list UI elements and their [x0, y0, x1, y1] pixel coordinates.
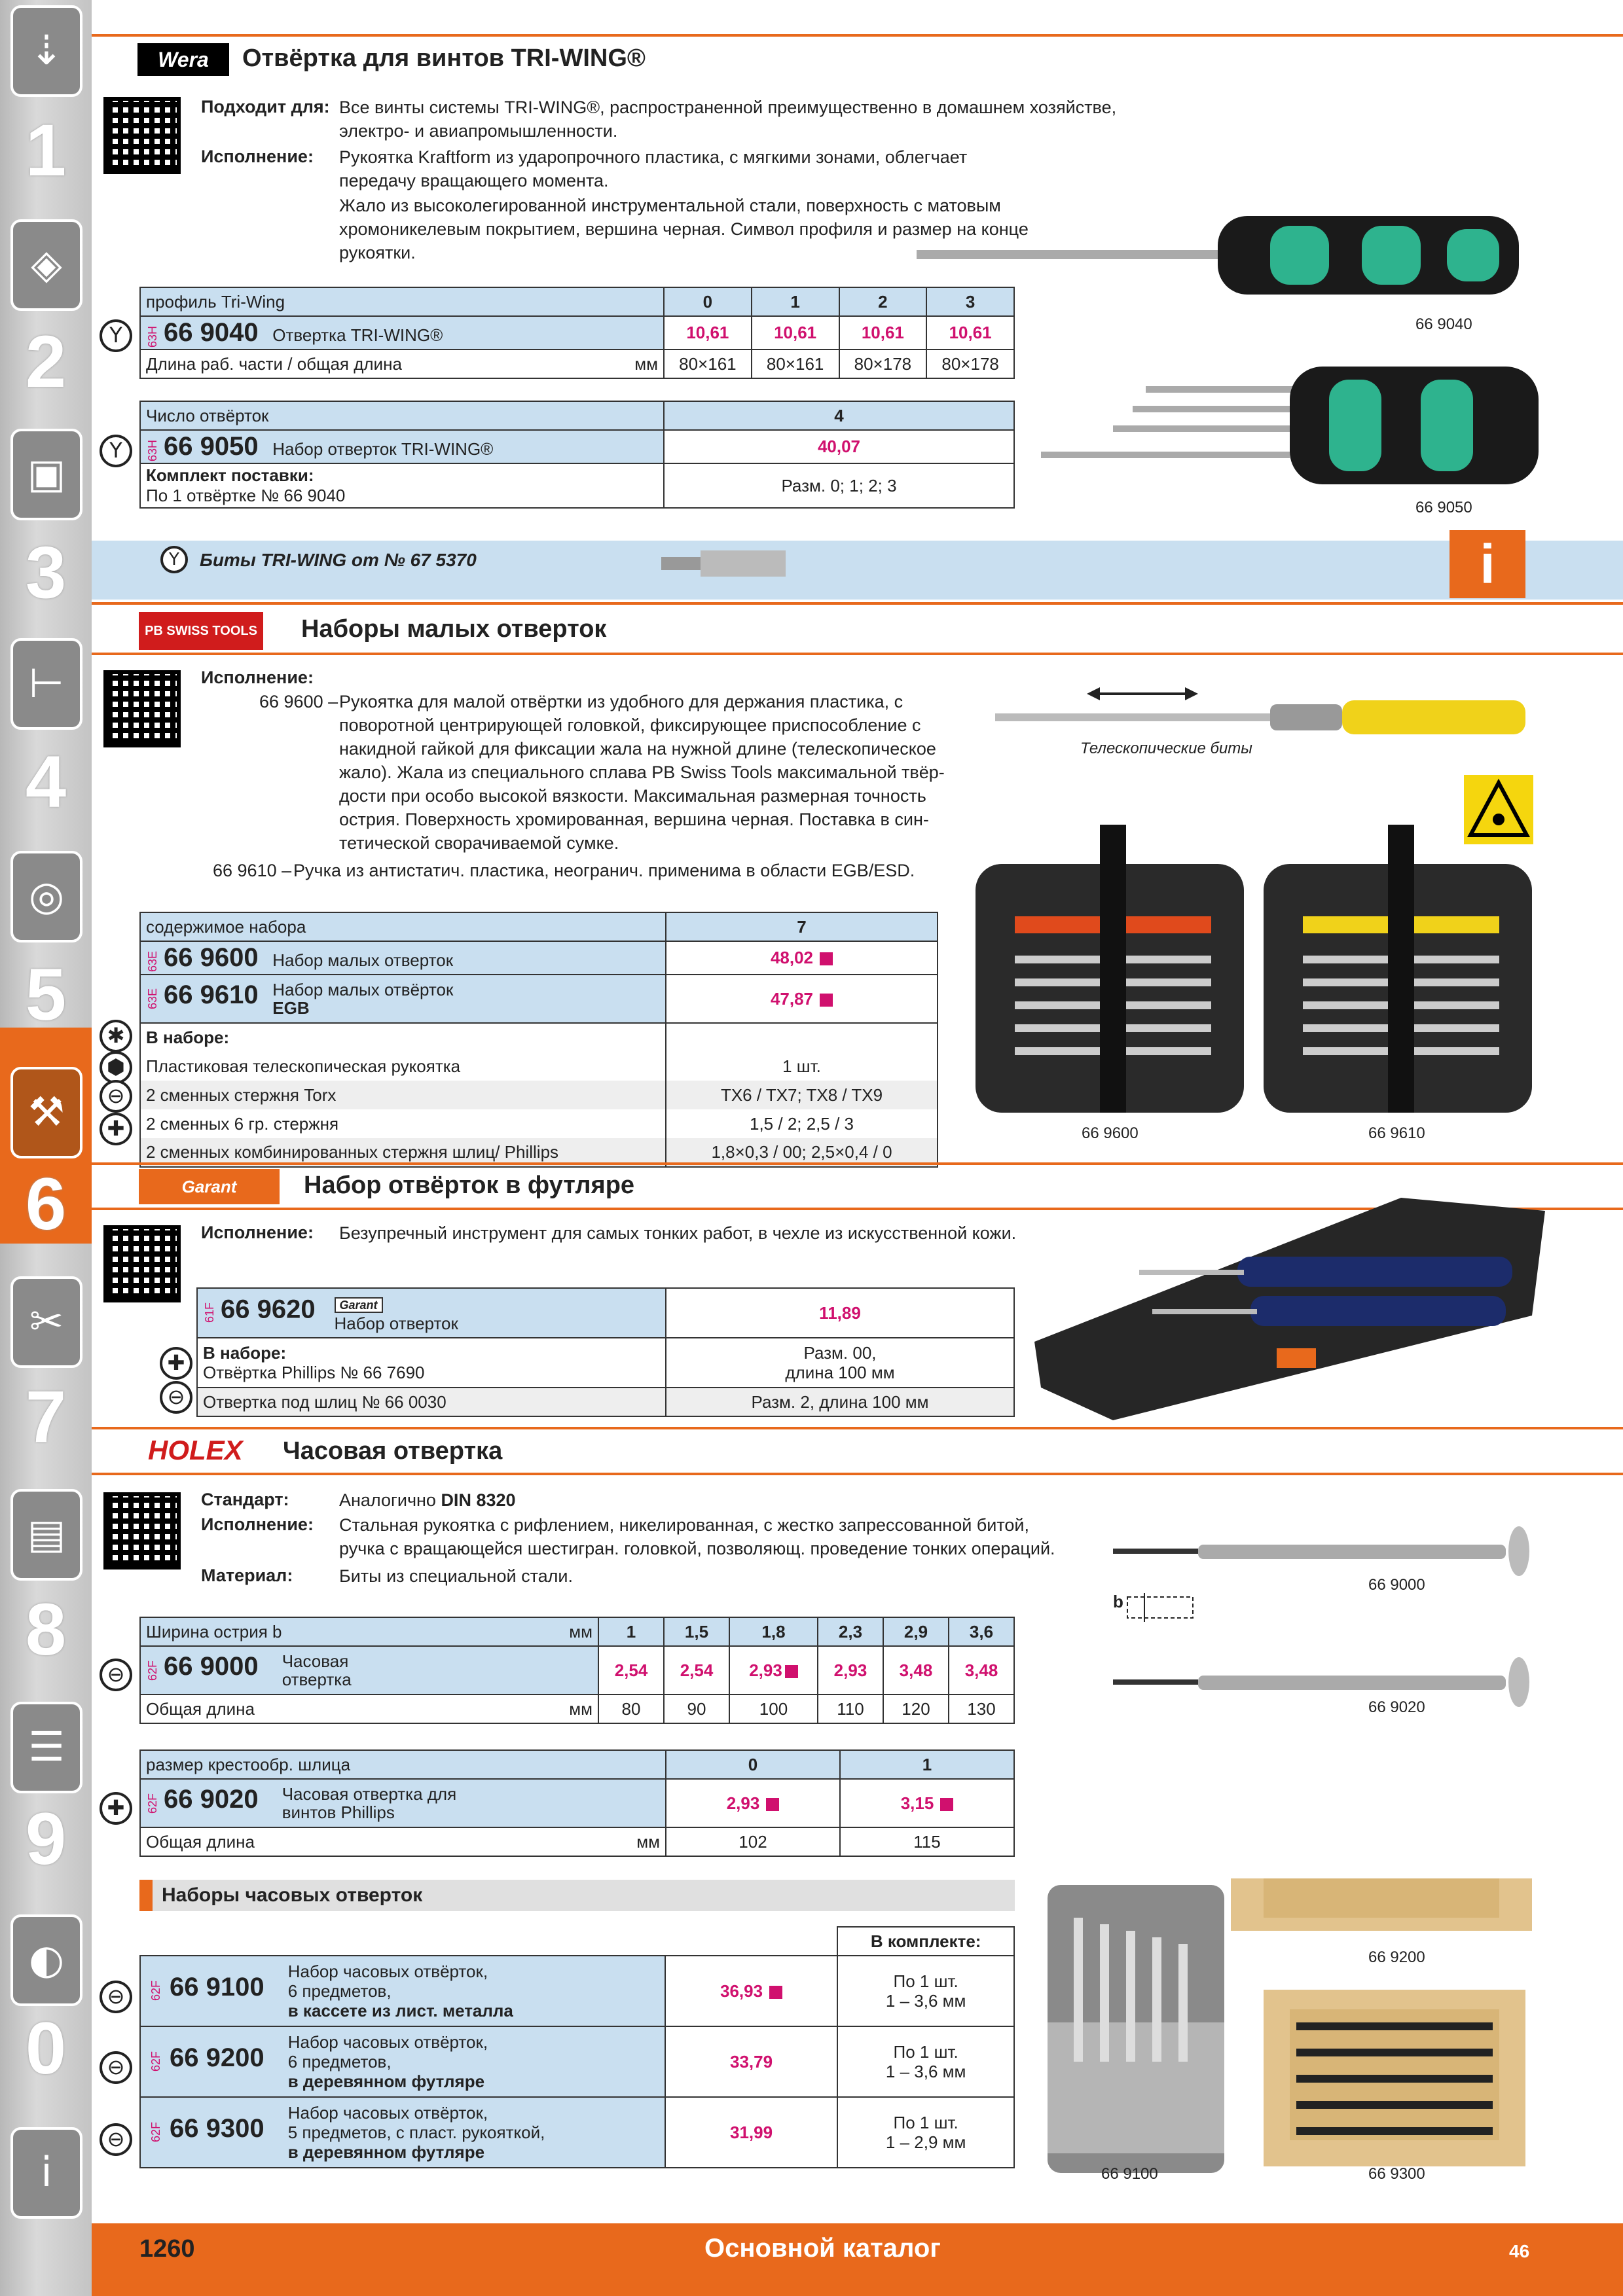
- cabinet-icon[interactable]: ☰: [10, 1702, 82, 1793]
- product-name: в кассете из лист. металла: [287, 2001, 513, 2020]
- phillips-symbol-icon: ✚: [100, 1792, 132, 1825]
- category-code: 62F: [146, 1660, 159, 1681]
- price: 2,54: [664, 1646, 729, 1695]
- length-value: 110: [818, 1695, 883, 1723]
- category-code: 63E: [146, 951, 159, 973]
- item-code: 66 9600 –: [259, 692, 338, 711]
- chapter-sidebar: [0, 0, 92, 2296]
- set-contents: [197, 1338, 666, 1388]
- product-name: Набор отверток TRI-WING®: [272, 439, 494, 459]
- product-code[interactable]: 66 9200: [170, 2043, 264, 2072]
- price-cell: [666, 1779, 840, 1827]
- garant-small-logo: Garant: [335, 1297, 383, 1313]
- kit-text: По 1 отвёртке № 66 9040: [146, 486, 346, 505]
- length-value: 80: [598, 1695, 664, 1723]
- column-header-label: Ширина острия b: [146, 1621, 282, 1641]
- image-caption: 66 9300: [1368, 2165, 1425, 2183]
- product-code[interactable]: 66 9040: [164, 318, 259, 347]
- size-header: 3,6: [949, 1617, 1014, 1646]
- exec-label: Исполнение:: [201, 147, 314, 166]
- price: 3,48: [883, 1646, 949, 1695]
- product-row[interactable]: [140, 1779, 666, 1827]
- kit-count: По 1 шт.: [893, 1971, 958, 1991]
- product-row[interactable]: [140, 1956, 665, 2026]
- caliper-icon[interactable]: ⊢: [10, 638, 82, 730]
- set-item-value: TX6 / TX7; TX8 / TX9: [666, 1081, 938, 1109]
- product-name: Набор отверток: [334, 1313, 458, 1333]
- price: 11,89: [666, 1288, 1014, 1338]
- unit: мм: [634, 353, 658, 374]
- fit-text: электро- и авиапромышленности.: [339, 121, 618, 141]
- length-label: Общая длина: [146, 1698, 255, 1719]
- net-price-marker-icon: [940, 1798, 953, 1811]
- kit-sizes: Разм. 0; 1; 2; 3: [664, 463, 1014, 508]
- page-number: 1260: [139, 2235, 195, 2263]
- price: 33,79: [665, 2026, 838, 2097]
- bits-reference-text[interactable]: Биты TRI-WING от № 67 5370: [200, 550, 477, 570]
- exec-text: Ручка из антистатич. пластика, неогранич. применима в области EGB/ESD.: [293, 861, 915, 880]
- size-header: 3: [926, 287, 1014, 316]
- price-cell: [729, 1646, 818, 1695]
- exec-text: Рукоятка Kraftform из ударопрочного пластика, с мягкими зонами, облегчает: [339, 147, 968, 167]
- product-code[interactable]: 66 9620: [221, 1294, 316, 1323]
- product-name: Набор малых отвёрток: [272, 980, 454, 1000]
- length-row: [140, 350, 664, 378]
- product-name: в деревянном футляре: [287, 2072, 485, 2091]
- section-title: Наборы малых отверток: [301, 615, 607, 643]
- qr-code-icon[interactable]: [103, 1492, 181, 1570]
- set-item-value: Разм. 2, длина 100 мм: [666, 1388, 1014, 1416]
- column-header: Число отвёрток: [140, 401, 664, 430]
- length-label: Длина раб. части / общая длина: [146, 353, 402, 374]
- price-cell: [666, 941, 938, 975]
- qr-code-icon[interactable]: [103, 1225, 181, 1302]
- product-name: отвертка: [282, 1670, 352, 1690]
- length-value: 115: [840, 1827, 1014, 1856]
- price: 3,48: [949, 1646, 1014, 1695]
- price: 2,54: [598, 1646, 664, 1695]
- size-header: 0: [666, 1750, 840, 1779]
- exec-text: хромоникелевым покрытием, вершина черная. Символ профиля и размер на конце: [339, 219, 1029, 239]
- price-cell: [840, 1779, 1014, 1827]
- length-value: 80×178: [839, 350, 927, 378]
- chapter-8[interactable]: 8: [25, 1588, 67, 1670]
- size-header: 1,8: [729, 1617, 818, 1646]
- product-code[interactable]: 66 9600: [164, 943, 259, 972]
- column-header: размер крестообр. шлица: [140, 1750, 666, 1779]
- set-item-value: 1 шт.: [666, 1052, 938, 1081]
- size-header: 2,3: [818, 1617, 883, 1646]
- length-value: 80×161: [664, 350, 752, 378]
- image-caption: 66 9050: [1415, 499, 1472, 516]
- exec-text: Безупречный инструмент для самых тонких работ, в чехле из искусственной кожи.: [339, 1223, 1017, 1243]
- product-name: 6 предметов,: [287, 1981, 392, 2001]
- qr-code-icon[interactable]: [103, 97, 181, 174]
- count-header: 4: [664, 401, 1014, 430]
- product-code[interactable]: 66 9000: [164, 1651, 259, 1681]
- kit-contents: [837, 1956, 1014, 2026]
- category-code: 62F: [146, 1793, 159, 1814]
- slotted-symbol-icon: ⊖: [100, 2051, 132, 2084]
- length-label: Общая длина: [146, 1831, 255, 1852]
- price: 31,99: [665, 2097, 838, 2168]
- fit-label: Подходит для:: [201, 97, 330, 117]
- image-caption: Телескопические биты: [1080, 740, 1252, 757]
- product-code[interactable]: 66 9020: [164, 1784, 259, 1814]
- std-text: [339, 1488, 516, 1512]
- section-divider: [92, 1162, 1623, 1165]
- section-title: Набор отвёрток в футляре: [304, 1172, 635, 1199]
- price: 10,61: [664, 316, 752, 350]
- chapter-3[interactable]: 3: [25, 531, 67, 613]
- section-divider: [92, 34, 1623, 37]
- pliers-icon[interactable]: ✂: [10, 1276, 82, 1368]
- product-name: в деревянном футляре: [287, 2142, 485, 2162]
- length-row: [140, 1827, 666, 1856]
- length-value: 80×161: [752, 350, 839, 378]
- category-code: 62F: [149, 2122, 162, 2143]
- product-name: Набор часовых отвёрток,: [287, 1962, 488, 1981]
- unit: мм: [569, 1698, 593, 1719]
- section-title: Отвёртка для винтов TRI-WING®: [242, 45, 646, 72]
- chuck-icon[interactable]: ▣: [10, 429, 82, 520]
- set-item-value: [666, 1338, 1014, 1388]
- set-item: Отвёртка Phillips № 66 7690: [203, 1363, 425, 1382]
- std-label: Стандарт:: [201, 1490, 289, 1509]
- exec-text: жало). Жала из специального сплава PB Swiss Tools максимальной твёр-: [339, 762, 945, 782]
- chapter-5[interactable]: 5: [25, 954, 67, 1035]
- exec-text: рукоятки.: [339, 243, 416, 262]
- product-name: Часовая отвертка для: [282, 1784, 457, 1804]
- material-text: Биты из специальной стали.: [339, 1566, 573, 1586]
- price: 2,93: [726, 1793, 760, 1813]
- price: 10,61: [839, 316, 927, 350]
- safety-goggles-icon[interactable]: ◐: [10, 1914, 82, 2006]
- set-item: Пластиковая телескопическая рукоятка: [140, 1052, 666, 1081]
- slotted-symbol-icon: ⊖: [100, 1080, 132, 1113]
- wera-logo: Wera: [137, 43, 229, 76]
- product-code[interactable]: 66 9610: [164, 980, 259, 1009]
- chapter-4[interactable]: 4: [25, 741, 67, 823]
- set-item-value: 1,8×0,3 / 00; 2,5×0,4 / 0: [666, 1138, 938, 1167]
- net-price-marker-icon: [785, 1665, 798, 1678]
- kit-header: В комплекте:: [837, 1927, 1014, 1956]
- kit-range: 1 – 3,6 мм: [885, 2062, 966, 2081]
- chapter-2[interactable]: 2: [25, 321, 67, 403]
- std-text: Аналогично: [339, 1490, 441, 1510]
- chapter-0[interactable]: 0: [25, 2007, 67, 2089]
- catalog-section-number: 46: [1509, 2241, 1530, 2261]
- set-item-value: 1,5 / 2; 2,5 / 3: [666, 1109, 938, 1138]
- hex-symbol-icon: ⬢: [100, 1051, 132, 1084]
- telescopic-screwdriver-image: [982, 681, 1539, 746]
- watchmaker-sets-image: [1048, 1878, 1545, 2186]
- tri-wing-symbol-icon: Y: [100, 435, 132, 467]
- category-code: 62F: [149, 1981, 162, 2001]
- product-table: [139, 1926, 1015, 2168]
- price: 2,93: [818, 1646, 883, 1695]
- kit-range: 1 – 2,9 мм: [885, 2132, 966, 2152]
- section-divider: [92, 1427, 1623, 1429]
- size-header: 2: [839, 287, 927, 316]
- phillips-symbol-icon: ✚: [160, 1347, 192, 1380]
- set-item-value: длина 100 мм: [785, 1363, 895, 1382]
- qr-code-icon[interactable]: [103, 670, 181, 747]
- length-value: 80×178: [926, 350, 1014, 378]
- slotted-symbol-icon: ⊖: [160, 1381, 192, 1414]
- product-code[interactable]: 66 9300: [170, 2113, 264, 2143]
- category-code: 63H: [146, 439, 159, 461]
- item-code: 66 9610 –: [213, 861, 292, 880]
- product-name: Набор часовых отвёрток,: [287, 2032, 488, 2052]
- length-value: 102: [666, 1827, 840, 1856]
- exec-label: Исполнение:: [201, 1223, 314, 1242]
- section-divider: [92, 1473, 1623, 1475]
- pb-swiss-tools-logo: PB SWISS TOOLS: [139, 612, 263, 650]
- chapter-6[interactable]: 6: [25, 1163, 67, 1245]
- exec-text: острия. Поверхность хромированная, вершина черная. Поставка в син-: [339, 810, 929, 829]
- image-caption: 66 9020: [1368, 1698, 1425, 1716]
- unit: мм: [569, 1621, 593, 1641]
- tri-wing-symbol-icon: Y: [160, 546, 188, 573]
- net-price-marker-icon: [769, 1986, 782, 1999]
- toolbox-icon[interactable]: ▤: [10, 1489, 82, 1581]
- product-row[interactable]: [197, 1288, 666, 1338]
- product-row[interactable]: [140, 430, 664, 463]
- exec-text: тетической сворачиваемой сумке.: [339, 833, 619, 853]
- image-caption: 66 9600: [1082, 1124, 1139, 1142]
- product-table: [139, 912, 938, 1168]
- small-screwdriver-sets-image: [976, 825, 1545, 1126]
- material-label: Материал:: [201, 1566, 293, 1585]
- product-row[interactable]: [140, 2097, 665, 2168]
- length-row: [140, 1695, 598, 1723]
- chapter-7[interactable]: 7: [25, 1376, 67, 1458]
- torx-symbol-icon: ✱: [100, 1020, 132, 1052]
- product-row[interactable]: [140, 941, 666, 975]
- exec-text: накидной гайкой для фиксации жала на нужной длине (телескопическое: [339, 739, 936, 759]
- chapter-9[interactable]: 9: [25, 1798, 67, 1880]
- product-table: [139, 287, 1015, 379]
- product-code[interactable]: 66 9100: [170, 1972, 264, 2001]
- size-header: 2,9: [883, 1617, 949, 1646]
- image-caption: 66 9200: [1368, 1948, 1425, 1966]
- product-row[interactable]: [140, 316, 664, 350]
- length-value: 90: [664, 1695, 729, 1723]
- tri-wing-symbol-icon: Y: [100, 319, 132, 352]
- net-price-marker-icon: [820, 994, 833, 1007]
- count-header: 7: [666, 912, 938, 941]
- chapter-1[interactable]: 1: [25, 109, 67, 191]
- section-divider: [92, 653, 1623, 655]
- holex-logo: HOLEX: [148, 1435, 243, 1465]
- std-value: DIN 8320: [441, 1490, 516, 1510]
- set-item: 2 сменных комбинированных стержня шлиц/ Phillips: [140, 1138, 666, 1167]
- product-code[interactable]: 66 9050: [164, 432, 259, 461]
- length-value: 100: [729, 1695, 818, 1723]
- category-code: 61F: [203, 1302, 216, 1323]
- kit-contents: [837, 2026, 1014, 2097]
- exec-text: передачу вращающего момента.: [339, 171, 609, 190]
- net-price-marker-icon: [766, 1798, 779, 1811]
- section-divider: [92, 602, 1623, 605]
- price: 10,61: [926, 316, 1014, 350]
- column-header: [140, 1617, 598, 1646]
- price-cell: [666, 975, 938, 1023]
- length-value: 120: [883, 1695, 949, 1723]
- kit-count: По 1 шт.: [893, 2113, 958, 2132]
- price-cell: [665, 1956, 838, 2026]
- kit-count: По 1 шт.: [893, 2042, 958, 2062]
- product-name: Набор часовых отвёрток,: [287, 2103, 488, 2123]
- net-price-marker-icon: [820, 952, 833, 965]
- price: 2,93: [749, 1660, 782, 1680]
- fit-text: Все винты системы TRI-WING®, распространенной преимущественно в домашнем хозяйстве,: [339, 98, 1117, 117]
- screwdriver-set-image: [1028, 353, 1558, 504]
- size-header: 1: [752, 287, 839, 316]
- kit-range: 1 – 3,6 мм: [885, 1991, 966, 2011]
- kit-contents: [837, 2097, 1014, 2168]
- product-table: [139, 1749, 1015, 1857]
- in-set-label: В наборе:: [140, 1023, 666, 1052]
- insert-icon[interactable]: ◈: [10, 219, 82, 311]
- watchmaker-screwdrivers-image: [1113, 1525, 1539, 1721]
- price: 36,93: [720, 1981, 763, 2001]
- slotted-symbol-icon: ⊖: [100, 2123, 132, 2156]
- price: 48,02: [770, 948, 814, 967]
- image-caption: 66 9610: [1368, 1124, 1425, 1142]
- subheader-accent: [139, 1880, 153, 1911]
- price: 47,87: [770, 988, 814, 1009]
- product-row[interactable]: [140, 1646, 598, 1695]
- product-name: Набор малых отверток: [272, 950, 454, 970]
- product-name: винтов Phillips: [282, 1803, 395, 1823]
- exec-text: Жало из высоколегированной инструментальной стали, поверхность с матовым: [339, 196, 1001, 215]
- info-chapter-icon[interactable]: i: [10, 2127, 82, 2219]
- size-header: 1,5: [664, 1617, 729, 1646]
- wrench-icon[interactable]: ⚒: [10, 1067, 82, 1158]
- category-code: 62F: [149, 2051, 162, 2072]
- info-icon[interactable]: i: [1450, 530, 1525, 598]
- product-name: 6 предметов,: [287, 2052, 392, 2072]
- product-name: Отвертка TRI-WING®: [272, 325, 443, 345]
- exec-text: Стальная рукоятка с рифлением, никелированная, с жестко запрессованной битой,: [339, 1515, 1030, 1535]
- product-name: 5 предметов, с пласт. рукояткой,: [287, 2123, 545, 2142]
- phillips-symbol-icon: ✚: [100, 1113, 132, 1145]
- set-item: Отвертка под шлиц № 66 0030: [197, 1388, 666, 1416]
- product-table: [196, 1287, 1015, 1417]
- saw-icon[interactable]: ◎: [10, 851, 82, 942]
- kit-row: [140, 463, 664, 508]
- bit-image: [661, 547, 786, 580]
- size-header: 0: [664, 287, 752, 316]
- size-header: 1: [840, 1750, 1014, 1779]
- screwdriver-case-image: [1034, 1172, 1545, 1420]
- exec-text: Рукоятка для малой отвёртки из удобного для держания пластика, с: [339, 692, 903, 711]
- set-item: 2 сменных 6 гр. стержня: [140, 1109, 666, 1138]
- exec-label: Исполнение:: [201, 668, 314, 687]
- set-item: 2 сменных стержня Torx: [140, 1081, 666, 1109]
- exec-text: ручка с вращающейся шестигран. головкой, позволяющ. проведение тонких операций.: [339, 1539, 1055, 1558]
- set-item-value: Разм. 00,: [803, 1343, 877, 1363]
- length-value: 130: [949, 1695, 1014, 1723]
- product-table: [139, 401, 1015, 509]
- price: 3,15: [900, 1793, 934, 1813]
- exec-label: Исполнение:: [201, 1515, 314, 1534]
- unit: мм: [636, 1831, 660, 1852]
- category-code: 63E: [146, 988, 159, 1010]
- kit-label: Комплект поставки:: [146, 465, 314, 485]
- price: 40,07: [664, 430, 1014, 463]
- product-name: Часовая: [282, 1651, 349, 1672]
- product-row[interactable]: [140, 2026, 665, 2097]
- slotted-symbol-icon: ⊖: [100, 1981, 132, 2013]
- image-caption: 66 9040: [1415, 315, 1472, 333]
- column-header: профиль Tri-Wing: [140, 287, 664, 316]
- exec-text: дости при особо высокой вязкости. Максимальная размерная точность: [339, 786, 926, 806]
- product-row[interactable]: [140, 975, 666, 1023]
- image-caption: 66 9000: [1368, 1576, 1425, 1594]
- image-caption: 66 9100: [1101, 2165, 1158, 2183]
- product-name: EGB: [272, 998, 310, 1018]
- product-table: [139, 1617, 1015, 1724]
- subheader-title: Наборы часовых отверток: [162, 1884, 423, 1906]
- garant-logo: Garant: [139, 1169, 280, 1204]
- size-header: 1: [598, 1617, 664, 1646]
- catalog-title: Основной каталог: [704, 2234, 941, 2263]
- b-dimension-label: b: [1113, 1592, 1123, 1611]
- exec-text: поворотной центрирующей головкой, фиксирующее приспособление с: [339, 715, 921, 735]
- slotted-symbol-icon: ⊖: [100, 1659, 132, 1691]
- blade-dimension-diagram: [1125, 1593, 1199, 1622]
- price: 10,61: [752, 316, 839, 350]
- section-title: Часовая отвертка: [283, 1437, 503, 1465]
- column-header: содержимое набора: [140, 912, 666, 941]
- category-code: 63H: [146, 325, 159, 348]
- drill-bit-icon[interactable]: ⇣: [10, 5, 82, 97]
- in-set-label: В наборе:: [203, 1343, 287, 1363]
